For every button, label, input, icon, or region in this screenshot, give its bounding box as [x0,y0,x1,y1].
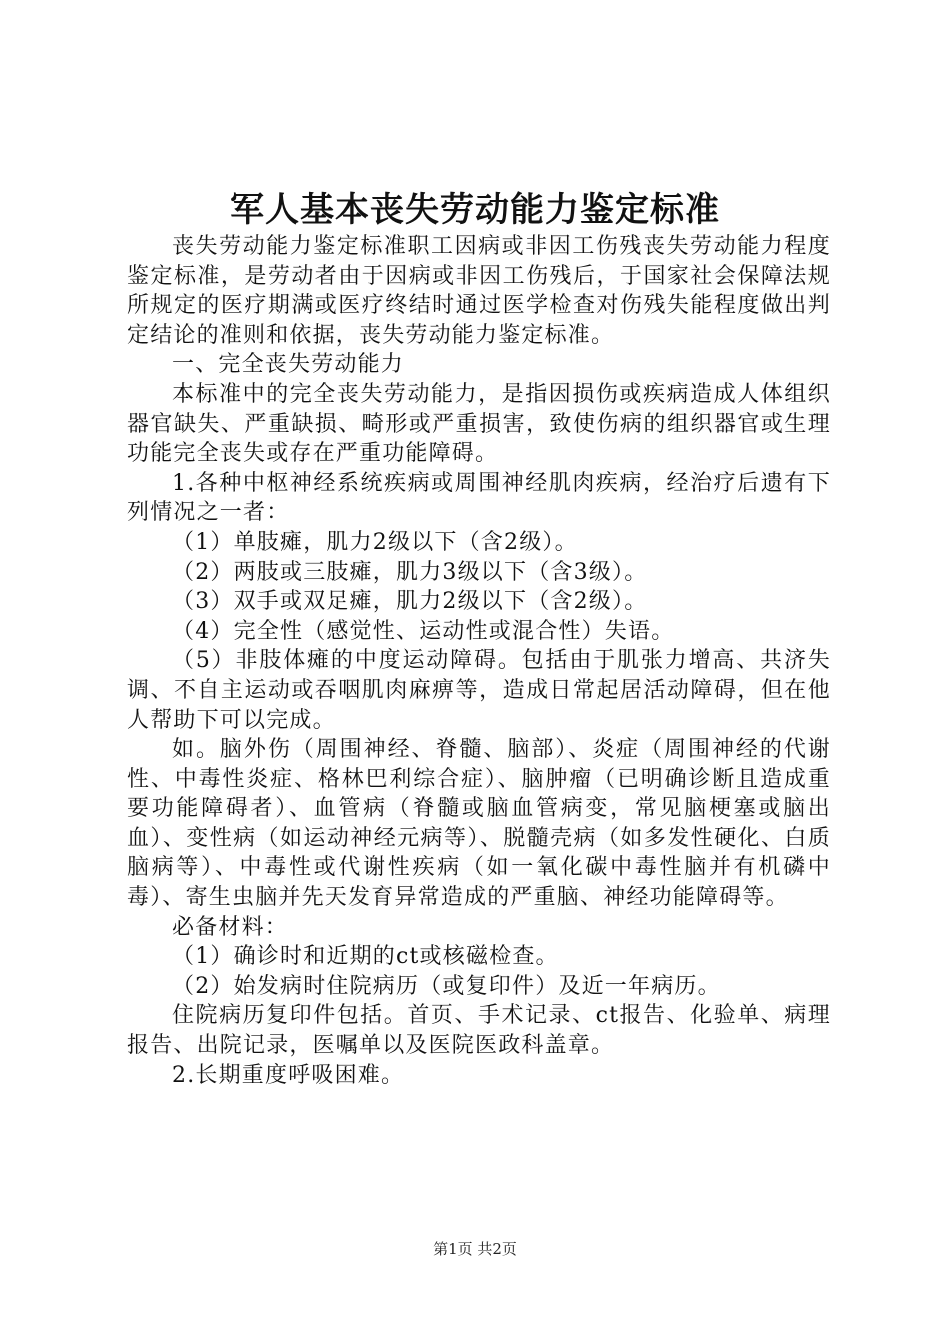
list-item: （5）非肢体瘫的中度运动障碍。包括由于肌张力增高、共济失调、不自主运动或吞咽肌肉麻痹等，造成日常起居活动障碍，但在他人帮助下可以完成。 [127,648,831,733]
document-title: 军人基本丧失劳动能力鉴定标准 [230,190,720,230]
list-item: （2）始发病时住院病历（或复印件）及近一年病历。 [172,973,721,999]
copy-contents-paragraph: 住院病历复印件包括。首页、手术记录、ct报告、化验单、病理报告、出院记录，医嘱单以及医院医政科盖章。 [127,1003,831,1059]
definition-paragraph: 本标准中的完全丧失劳动能力，是指因损伤或疾病造成人体组织器官缺失、严重缺损、畸形或严重损害，致使伤病的组织器官或生理功能完全丧失或存在严重功能障碍。 [127,381,831,467]
document-body [127,232,831,1090]
materials-heading: 必备材料： [172,914,289,940]
clause-2-paragraph: 2.长期重度呼吸困难。 [172,1062,405,1088]
list-item: （3）双手或双足瘫，肌力2级以下（含2级）。 [172,589,648,615]
examples-paragraph: 如。脑外伤（周围神经、脊髓、脑部）、炎症（周围神经的代谢性、中毒性炎症、格林巴利综合症）、脑肿瘤（已明确诊断且造成重要功能障碍者）、血管病（脊髓或脑血管病变，常见脑梗塞或脑出血）、变性病（如运动神经元病等）、脱髓壳病（如多发性硬化、白质脑病等）、中毒性或代谢性疾病（如一氧化碳中毒性脑并有机磷中毒）、寄生虫脑并先天发育异常造成的严重脑、神经功能障碍等。 [127,737,831,911]
list-item: （1）单肢瘫，肌力2级以下（含2级）。 [172,529,578,555]
list-item: （4）完全性（感觉性、运动性或混合性）失语。 [172,618,675,644]
page-number-footer: 第1页 共2页 [433,1240,517,1258]
section-heading: 一、完全丧失劳动能力 [172,352,405,378]
list-item: （1）确诊时和近期的ct或核磁检查。 [172,944,559,970]
list-item: （2）两肢或三肢瘫，肌力3级以下（含3级）。 [172,559,648,585]
clause-1-paragraph: 1.各种中枢神经系统疾病或周围神经肌肉疾病，经治疗后遗有下列情况之一者： [127,470,831,526]
intro-paragraph: 丧失劳动能力鉴定标准职工因病或非因工伤残丧失劳动能力程度鉴定标准，是劳动者由于因病或非因工伤残后，于国家社会保障法规所规定的医疗期满或医疗终结时通过医学检查对伤残失能程度做出判定结论的准则和依据，丧失劳动能力鉴定标准。 [127,234,831,348]
